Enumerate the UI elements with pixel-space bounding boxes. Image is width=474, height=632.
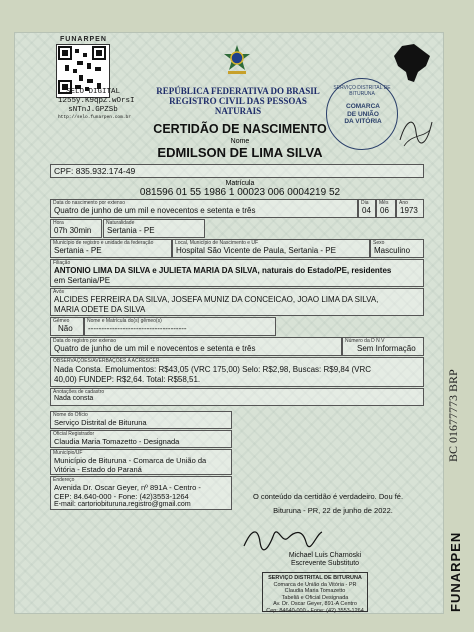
avos-line-2: MARIA ODETE DA SILVA [54, 305, 146, 314]
filiacao-line-1: ANTONIO LIMA DA SILVA e JULIETA MARIA DA SILVA, naturais do Estado/PE, residentes [54, 266, 392, 275]
gemeo-box [50, 317, 84, 336]
registro-label: Data do registro por extenso [53, 338, 117, 344]
sexo-value: Masculino [374, 246, 411, 255]
municipio-uf-line-2: Vitória - Estado do Paraná [54, 465, 142, 474]
dob-label: Data do nascimento por extenso [53, 200, 125, 206]
ano-value: 1973 [400, 206, 418, 215]
officer-name: Michael Luis Charnoski [288, 552, 362, 559]
local-label: Local, Município de Nascimento e UF [175, 240, 259, 246]
obs-label: OBSERVAÇÕES/AVERBAÇÕES A ACRESCER [53, 358, 160, 364]
certification-text: O conteúdo da certidão é verdadeiro. Dou fé. [252, 492, 404, 501]
dnv-value: Sem Informação [357, 344, 416, 353]
endereco-line-1: Avenida Dr. Oscar Geyer, nº 891A - Centro - [54, 483, 201, 492]
dia-label: Dia [361, 200, 369, 206]
stamp-signature [396, 110, 436, 154]
dob-box [50, 199, 358, 218]
sexo-label: Sexo [373, 240, 385, 246]
selo-label: SELO DIGITAL [65, 88, 120, 96]
footer-stamp-line-3: Claudia Maria Tomazetto [284, 588, 346, 594]
municipio-uf-label: Município/UF [53, 450, 83, 456]
hora-value: 07h 30min [54, 226, 92, 235]
municipio-value: Sertania - PE [54, 246, 102, 255]
observacoes-box [50, 357, 424, 387]
funarpen-side-brand: FUNARPEN [448, 531, 463, 612]
endereco-line-2: CEP: 84.640-000 - Fone: (42)3553-1264 [54, 492, 189, 501]
hora-label: Hora [53, 220, 64, 226]
local-value: Hospital São Vicente de Paula, Sertania - PE [176, 246, 336, 255]
ano-box [396, 199, 424, 218]
officer-signature [242, 524, 324, 552]
municipio-uf-box [50, 449, 232, 475]
officer-block [240, 552, 410, 568]
filiacao-label: Filiação [53, 260, 71, 266]
filiacao-line-2: em Sertania/PE [54, 276, 111, 285]
brazil-map-icon [392, 42, 432, 86]
registered-name: EDMILSON DE LIMA SILVA [157, 145, 323, 160]
anot-value: Nada consta [54, 395, 94, 402]
dnv-box [342, 337, 424, 356]
dia-box [358, 199, 376, 218]
coat-of-arms-icon [222, 44, 252, 78]
place-date: Bituruna - PR, 22 de junho de 2022. [273, 506, 393, 515]
document-serial: BC 01677773 BRP [446, 369, 460, 462]
registry-name: REGISTRO CIVIL DAS PESSOAS NATURAIS [169, 96, 307, 116]
avos-line-1: ALCIDES FERREIRA DA SILVA, JOSEFA MUNIZ DA CONCEICAO, JOAO LIMA DA SILVA, [54, 295, 379, 304]
selo-code-1: 1255y.K9qpZ.wOrsI [58, 97, 135, 105]
municipio-uf-line-1: Município de Bituruna - Comarca de União da [54, 456, 207, 465]
cpf-box [50, 164, 424, 178]
obs-line-1: Nada Consta. Emolumentos: R$43,05 (VRC 175,00) Selo: R$2,98, Buscas: R$9,84 (VRC [54, 365, 372, 374]
gemeo-nome-box [84, 317, 276, 336]
registro-value: Quatro de junho de um mil e novecentos e setenta e três [54, 344, 256, 353]
mes-label: Mês [379, 200, 389, 206]
oficio-label: Nome do Ofício [53, 412, 88, 418]
avos-box [50, 288, 424, 316]
obs-line-2: 40,00) FUNDEP: R$2,64. Total: R$58,51. [54, 375, 201, 384]
republic-name: REPÚBLICA FEDERATIVA DO BRASIL [156, 86, 320, 96]
oficio-value: Serviço Distrital de Bituruna [54, 418, 147, 427]
matricula-label: Matrícula [225, 180, 255, 187]
selo-url[interactable]: http://selo.funarpen.com.br [58, 115, 131, 120]
filiacao-box [50, 259, 424, 287]
avos-label: Avós [53, 289, 65, 295]
nome-label: Nome [230, 138, 250, 145]
oficio-box [50, 411, 232, 429]
oficial-value: Claudia Maria Tomazetto - Designada [54, 437, 180, 446]
footer-stamp-line-5: Av. Dr. Oscar Geyer, 891-A Centro [273, 601, 357, 607]
gemeo-value: Não [58, 324, 73, 333]
sexo-box [370, 239, 424, 258]
footer-stamp-line-4: Tabeliã e Oficial Designada [281, 594, 349, 601]
gemeo-nome-label: Nome e Matrícula do(s) gêmeo(s) [87, 318, 162, 324]
republic-header [148, 86, 328, 116]
stamp-ring-text: SERVIÇO DISTRITAL DE BITURUNA [333, 85, 391, 97]
gemeo-nome-value: ------------------------------------- [88, 324, 187, 333]
endereco-line-3[interactable]: E-mail: cartoriobituruna.registro@gmail.com [54, 501, 191, 508]
oficial-box [50, 430, 232, 448]
mes-value: 06 [380, 206, 389, 215]
registro-box [50, 337, 342, 356]
endereco-label: Endereço [53, 477, 75, 483]
naturalidade-value: Sertania - PE [107, 226, 155, 235]
footer-stamp-line-1: SERVIÇO DISTRITAL DE BITURUNA [268, 575, 362, 581]
registry-stamp [326, 78, 398, 150]
footer-stamp-line-6: Cep: 84640-000 - Fone: (42) 3553-1264 [266, 607, 364, 614]
dia-value: 04 [362, 206, 371, 215]
footer-stamp-line-2: Comarca de União da Vitória - PR [273, 581, 357, 588]
dob-value: Quatro de junho de um mil e novecentos e setenta e três [54, 206, 256, 215]
mes-box [376, 199, 396, 218]
ano-label: Ano [399, 200, 408, 206]
document-title: CERTIDÃO DE NASCIMENTO [153, 122, 327, 136]
endereco-box [50, 476, 232, 510]
gemeo-label: Gêmeo [53, 318, 70, 324]
anot-label: Anotações de cadastro [53, 389, 105, 395]
funarpen-header: FUNARPEN [60, 36, 107, 43]
municipio-label: Município de registro e unidade da federação [53, 240, 154, 246]
dnv-label: Número da D N V [345, 338, 385, 344]
matricula-value: 081596 01 55 1986 1 00023 006 0004219 52 [139, 187, 341, 198]
hora-box [50, 219, 102, 238]
local-box [172, 239, 370, 258]
municipio-box [50, 239, 172, 258]
selo-code-2: sNTnJ.GPZSb [68, 106, 118, 114]
officer-role: Escrevente Substituto [290, 560, 360, 567]
anotacoes-box [50, 388, 424, 406]
naturalidade-box [103, 219, 205, 238]
cpf-value: CPF: 835.932.174-49 [54, 166, 136, 176]
footer-stamp [262, 572, 368, 612]
oficial-label: Oficial Registrador [53, 431, 95, 437]
stamp-inner-text: COMARCA DE UNIÃO DA VITÓRIA [344, 103, 382, 125]
naturalidade-label: Naturalidade [106, 220, 135, 226]
digital-seal [58, 88, 135, 121]
